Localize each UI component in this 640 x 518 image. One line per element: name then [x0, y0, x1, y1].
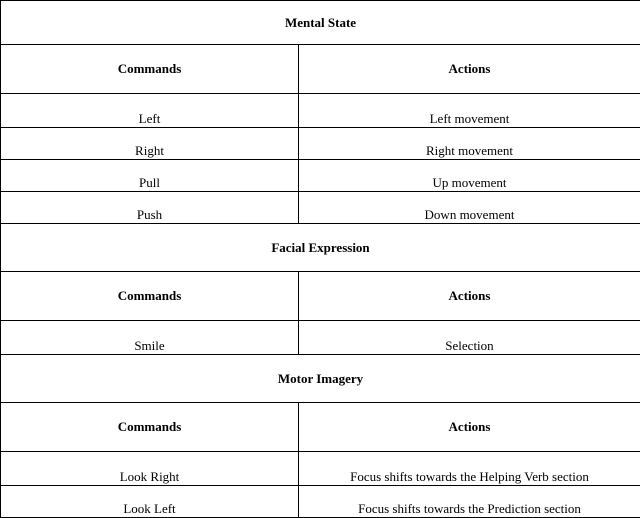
- action-cell: Down movement: [299, 192, 640, 224]
- table-row: [1, 192, 640, 224]
- command-cell: Look Left: [1, 486, 299, 518]
- table-row: [1, 160, 640, 192]
- commands-header: Commands: [1, 45, 299, 94]
- actions-header: Actions: [299, 272, 640, 321]
- command-cell: Left: [1, 94, 299, 128]
- command-cell: Right: [1, 128, 299, 160]
- action-cell: Left movement: [299, 94, 640, 128]
- header-row: [1, 45, 640, 94]
- section-title-mental-state: Mental State: [1, 1, 640, 45]
- section-row: [1, 224, 640, 272]
- action-cell: Focus shifts towards the Prediction section: [299, 486, 640, 518]
- table-row: [1, 94, 640, 128]
- section-title-facial-expression: Facial Expression: [1, 224, 640, 272]
- action-cell: Right movement: [299, 128, 640, 160]
- action-cell: Selection: [299, 321, 640, 355]
- header-row: [1, 272, 640, 321]
- actions-header: Actions: [299, 45, 640, 94]
- section-row: [1, 355, 640, 403]
- commands-header: Commands: [1, 272, 299, 321]
- section-row: [1, 1, 640, 45]
- header-row: [1, 403, 640, 452]
- actions-header: Actions: [299, 403, 640, 452]
- commands-header: Commands: [1, 403, 299, 452]
- command-cell: Pull: [1, 160, 299, 192]
- command-cell: Push: [1, 192, 299, 224]
- command-cell: Smile: [1, 321, 299, 355]
- table-row: [1, 321, 640, 355]
- table-row: [1, 452, 640, 486]
- section-title-motor-imagery: Motor Imagery: [1, 355, 640, 403]
- action-cell: Up movement: [299, 160, 640, 192]
- command-cell: Look Right: [1, 452, 299, 486]
- table-row: [1, 128, 640, 160]
- table-row: [1, 486, 640, 518]
- action-cell: Focus shifts towards the Helping Verb section: [299, 452, 640, 486]
